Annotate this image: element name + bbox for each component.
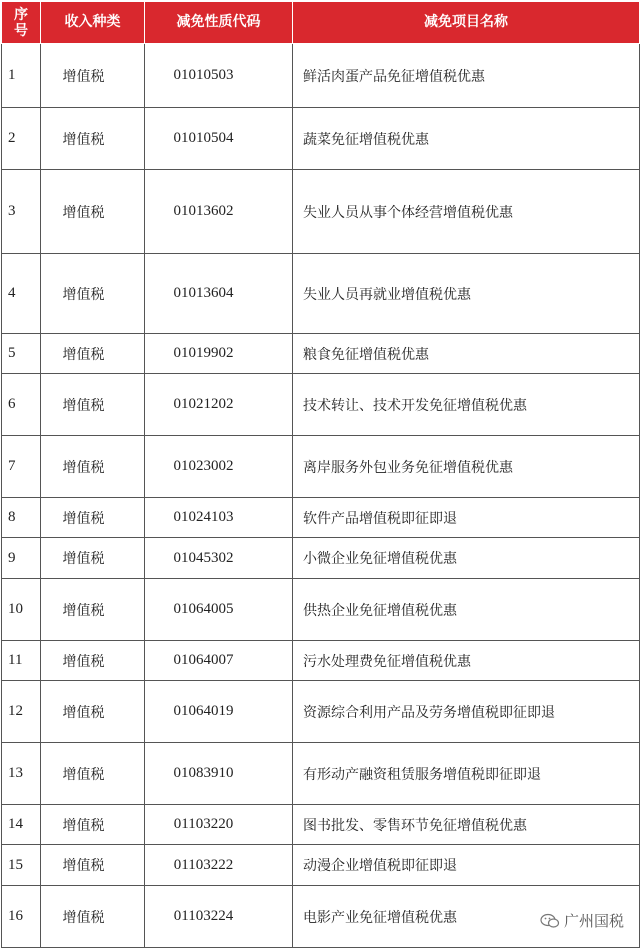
cell-income-type: 增值税	[41, 108, 145, 170]
watermark-text: 广州国税	[563, 912, 624, 930]
table-row	[2, 44, 640, 108]
cell-name: 鲜活肉蛋产品免征增值税优惠	[293, 44, 640, 108]
cell-income-type: 增值税	[41, 845, 145, 886]
cell-code: 01045302	[145, 538, 293, 579]
table-row	[2, 641, 640, 681]
watermark	[540, 910, 624, 931]
cell-seq: 14	[2, 805, 41, 845]
cell-income-type: 增值税	[41, 538, 145, 579]
cell-code: 01010504	[145, 108, 293, 170]
cell-seq: 1	[2, 44, 41, 108]
cell-name: 技术转让、技术开发免征增值税优惠	[293, 374, 640, 436]
cell-code: 01013602	[145, 170, 293, 254]
cell-name: 失业人员从事个体经营增值税优惠	[293, 170, 640, 254]
cell-name: 图书批发、零售环节免征增值税优惠	[293, 805, 640, 845]
cell-income-type: 增值税	[41, 436, 145, 498]
cell-name: 蔬菜免征增值税优惠	[293, 108, 640, 170]
table-row	[2, 170, 640, 254]
table-row	[2, 538, 640, 579]
cell-code: 01013604	[145, 254, 293, 334]
header-name: 减免项目名称	[293, 2, 640, 44]
cell-income-type: 增值税	[41, 254, 145, 334]
cell-name: 供热企业免征增值税优惠	[293, 579, 640, 641]
table-row	[2, 498, 640, 538]
cell-income-type: 增值税	[41, 44, 145, 108]
table-row	[2, 334, 640, 374]
tax-relief-table	[1, 1, 640, 948]
table-row	[2, 254, 640, 334]
cell-income-type: 增值税	[41, 743, 145, 805]
cell-income-type: 增值税	[41, 641, 145, 681]
cell-name: 离岸服务外包业务免征增值税优惠	[293, 436, 640, 498]
table-row	[2, 374, 640, 436]
cell-code: 01103222	[145, 845, 293, 886]
cell-seq: 8	[2, 498, 41, 538]
cell-code: 01064007	[145, 641, 293, 681]
cell-name: 软件产品增值税即征即退	[293, 498, 640, 538]
wechat-icon	[540, 913, 560, 929]
cell-seq: 2	[2, 108, 41, 170]
cell-income-type: 增值税	[41, 374, 145, 436]
table-row	[2, 108, 640, 170]
cell-code: 01083910	[145, 743, 293, 805]
cell-code: 01010503	[145, 44, 293, 108]
cell-income-type: 增值税	[41, 334, 145, 374]
cell-seq: 13	[2, 743, 41, 805]
table-row	[2, 436, 640, 498]
header-seq: 序 号	[2, 2, 41, 44]
table-row	[2, 579, 640, 641]
cell-code: 01064019	[145, 681, 293, 743]
table-row	[2, 743, 640, 805]
cell-name: 动漫企业增值税即征即退	[293, 845, 640, 886]
cell-income-type: 增值税	[41, 579, 145, 641]
cell-seq: 4	[2, 254, 41, 334]
cell-name: 粮食免征增值税优惠	[293, 334, 640, 374]
cell-income-type: 增值税	[41, 886, 145, 948]
cell-code: 01103220	[145, 805, 293, 845]
header-income-type: 收入种类	[41, 2, 145, 44]
cell-code: 01024103	[145, 498, 293, 538]
cell-name: 资源综合利用产品及劳务增值税即征即退	[293, 681, 640, 743]
cell-seq: 6	[2, 374, 41, 436]
cell-name: 失业人员再就业增值税优惠	[293, 254, 640, 334]
cell-income-type: 增值税	[41, 681, 145, 743]
cell-seq: 3	[2, 170, 41, 254]
cell-code: 01021202	[145, 374, 293, 436]
cell-code: 01064005	[145, 579, 293, 641]
cell-income-type: 增值税	[41, 498, 145, 538]
cell-name: 有形动产融资租赁服务增值税即征即退	[293, 743, 640, 805]
table-row	[2, 681, 640, 743]
cell-code: 01103224	[145, 886, 293, 948]
table-header-row	[2, 2, 640, 44]
cell-code: 01023002	[145, 436, 293, 498]
cell-seq: 9	[2, 538, 41, 579]
cell-seq: 16	[2, 886, 41, 948]
table-row	[2, 845, 640, 886]
header-code: 减免性质代码	[145, 2, 293, 44]
table-row	[2, 805, 640, 845]
cell-income-type: 增值税	[41, 170, 145, 254]
cell-seq: 10	[2, 579, 41, 641]
cell-seq: 7	[2, 436, 41, 498]
cell-seq: 12	[2, 681, 41, 743]
cell-seq: 5	[2, 334, 41, 374]
cell-income-type: 增值税	[41, 805, 145, 845]
cell-seq: 15	[2, 845, 41, 886]
cell-seq: 11	[2, 641, 41, 681]
cell-name: 电影产业免征增值税优惠	[293, 886, 640, 948]
cell-name: 小微企业免征增值税优惠	[293, 538, 640, 579]
cell-name: 污水处理费免征增值税优惠	[293, 641, 640, 681]
cell-code: 01019902	[145, 334, 293, 374]
